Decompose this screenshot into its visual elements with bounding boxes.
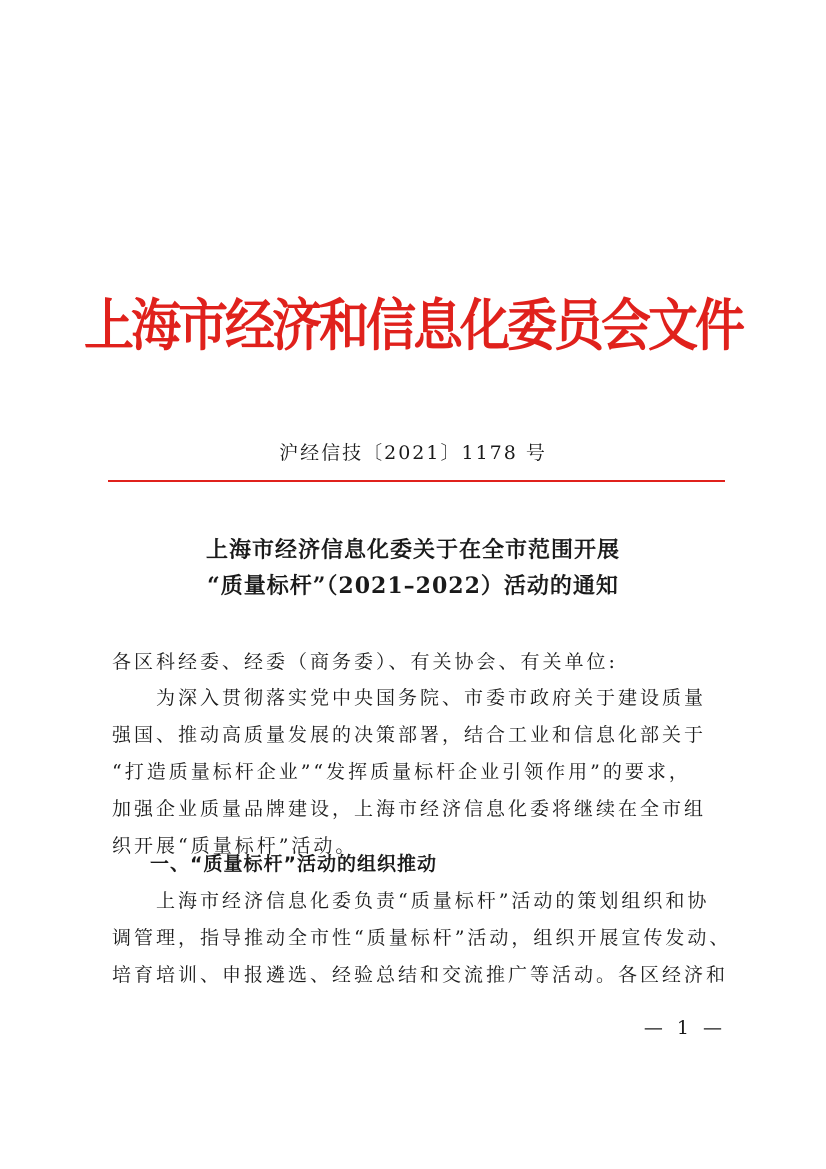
intro-line: “打造质量标杆企业”“发挥质量标杆企业引领作用”的要求， (112, 761, 691, 783)
intro-line: 为深入贯彻落实党中央国务院、市委市政府关于建设质量 (112, 687, 707, 709)
intro-line: 织开展“质量标杆”活动。 (112, 835, 358, 857)
red-divider-line (108, 480, 725, 482)
section-1-paragraph (112, 883, 732, 994)
notice-title-line-1: 上海市经济信息化委关于在全市范围开展 (205, 537, 620, 563)
page-number: — 1 — (643, 1017, 726, 1039)
section-1-line: 调管理，指导推动全市性“质量标杆”活动，组织开展宣传发动、 (112, 927, 732, 949)
masthead-title: 上海市经济和信息化委员会文件 (84, 292, 742, 359)
section-1-line: 上海市经济信息化委负责“质量标杆”活动的策划组织和协 (112, 890, 710, 912)
intro-line: 加强企业质量品牌建设，上海市经济信息化委将继续在全市组 (112, 798, 707, 820)
notice-title (0, 532, 826, 604)
section-1-heading: 一、“质量标杆”活动的组织推动 (150, 853, 437, 875)
salutation-text: 各区科经委、经委（商务委）、有关协会、有关单位: (112, 651, 618, 673)
intro-line: 强国、推动高质量发展的决策部署，结合工业和信息化部关于 (112, 724, 707, 746)
notice-title-line-2: “质量标杆”（2021–2022）活动的通知 (207, 573, 619, 599)
salutation (112, 644, 724, 681)
intro-paragraph (112, 680, 724, 865)
section-1-line: 培育培训、申报遴选、经验总结和交流推广等活动。各区经济和 (112, 964, 729, 986)
document-number: 沪经信技〔2021〕1178 号 (279, 442, 547, 464)
